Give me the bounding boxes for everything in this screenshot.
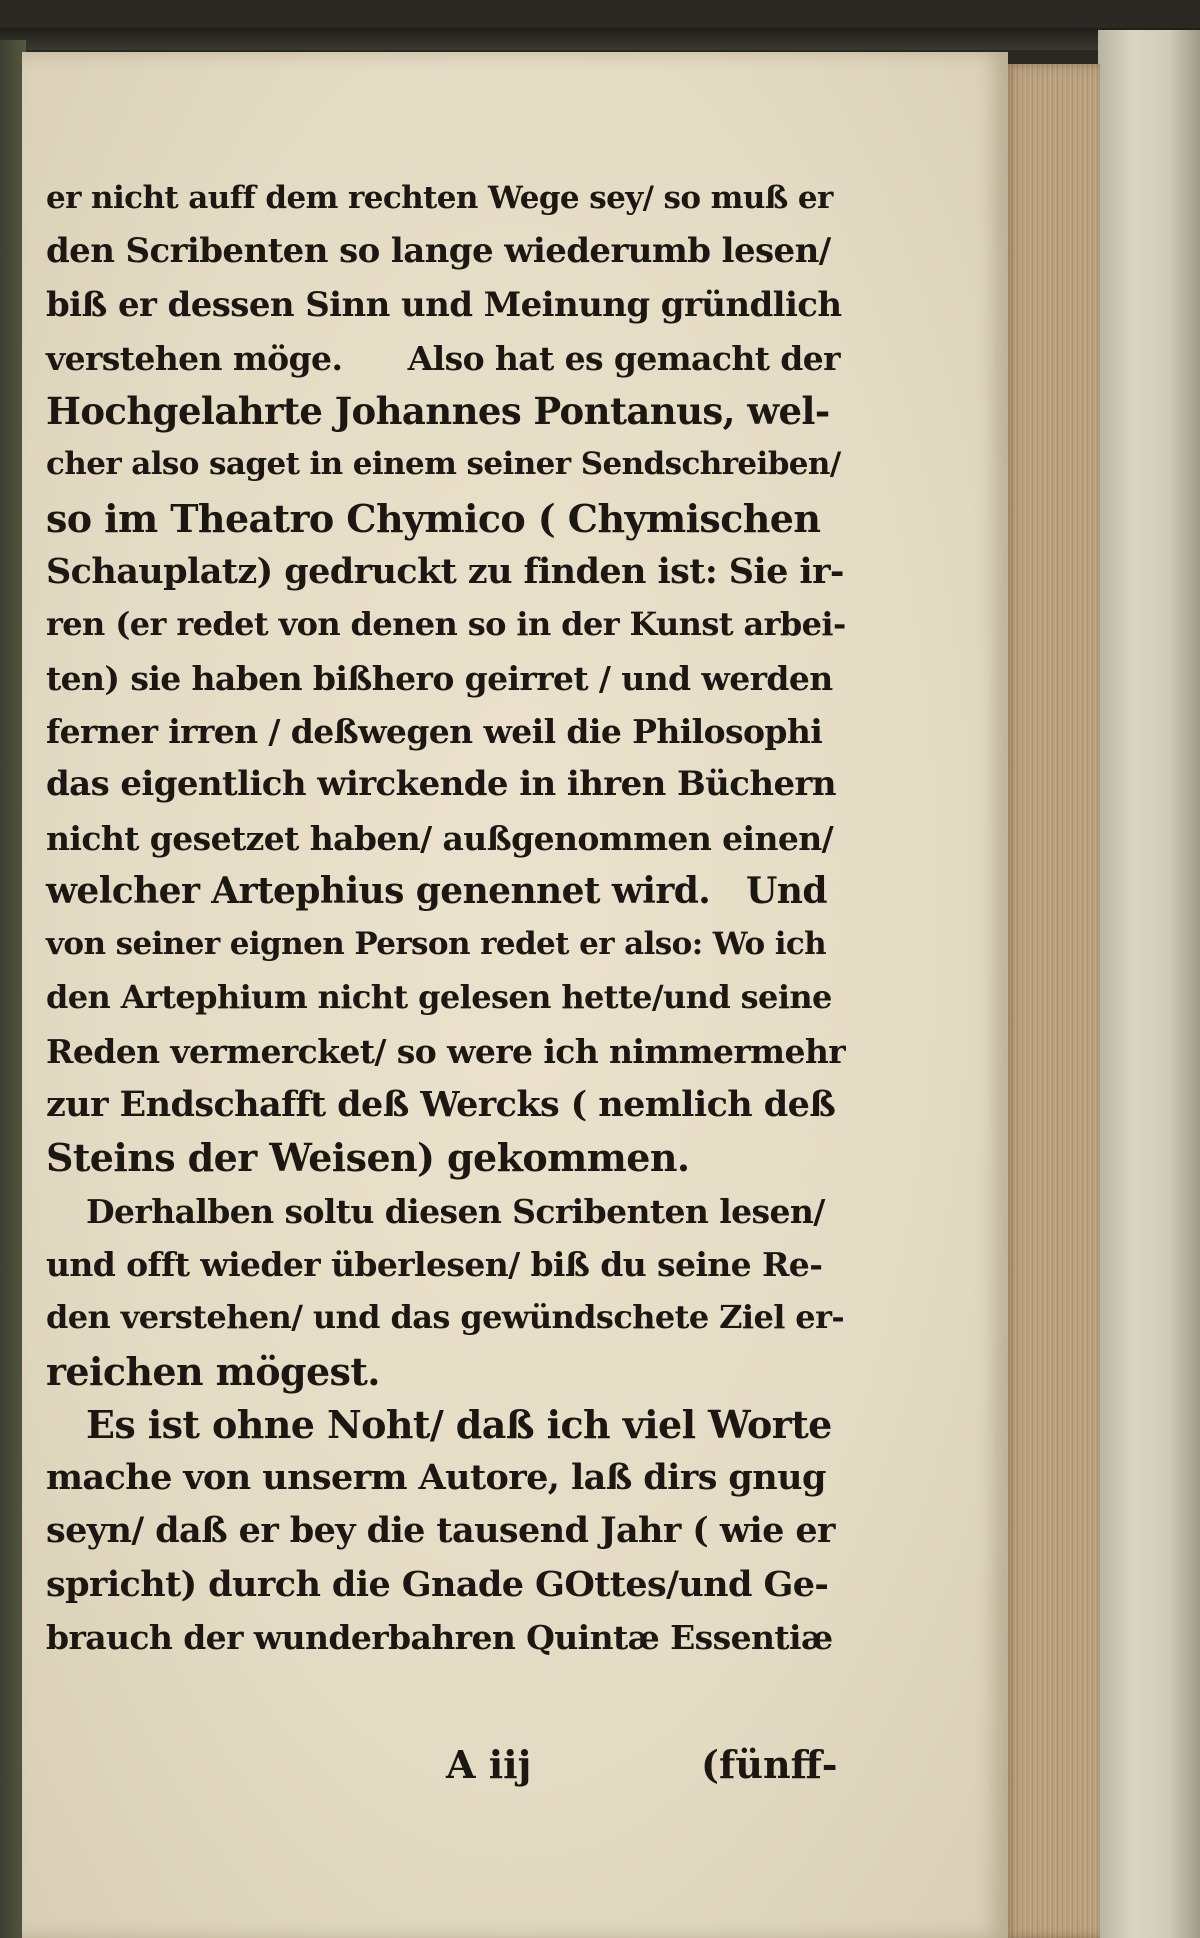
text-line: cher also saget in einem seiner Sendschreiben/ (46, 446, 841, 483)
text-line: den verstehen/ und das gewündschete Ziel er- (46, 1298, 845, 1337)
page-text (46, 172, 846, 1664)
text-line: ferner irren / deßwegen weil die Philosophi (46, 711, 823, 751)
text-line: Hochgelahrte Johannes Pontanus, wel- (46, 389, 830, 434)
text-line: zur Endschafft deß Wercks ( nemlich deß (46, 1084, 836, 1126)
text-line: das eigentlich wirckende in ihren Büchern (46, 764, 836, 805)
text-line: mache von unserm Autore, laß dirs gnug (46, 1457, 826, 1499)
text-line: Steins der Weisen) gekommen. (46, 1135, 690, 1181)
text-line: ten) sie haben bißhero geirret / und werden (46, 658, 833, 698)
text-line: ren (er redet von denen so in der Kunst arbei- (46, 605, 846, 644)
text-line: und offt wieder überlesen/ biß du seine Re- (46, 1244, 823, 1284)
paragraph-start-line: Derhalben soltu diesen Scribenten lesen/ (86, 1191, 825, 1231)
page-footer (46, 1742, 846, 1792)
text-line: welcher Artephius genennet wird. Und (46, 869, 827, 912)
text-line: nicht gesetzet haben/ außgenommen einen/ (46, 818, 834, 858)
text-line: seyn/ daß er bey die tausend Jahr ( wie er (46, 1510, 835, 1552)
text-line: biß er dessen Sinn und Meinung gründlich (46, 284, 842, 325)
text-line: so im Theatro Chymico ( Chymischen (46, 495, 821, 541)
text-line: den Artephium nicht gelesen hette/und seine (46, 978, 832, 1017)
book-cover-top (0, 28, 1200, 50)
text-line: spricht) durch die Gnade GOttes/und Ge- (46, 1563, 829, 1605)
catchword: (fünff- (701, 1742, 838, 1787)
text-line: von seiner eignen Person redet er also: Wo ich (46, 926, 827, 963)
book-page (22, 52, 1008, 1938)
paragraph-start-line: Es ist ohne Noht/ daß ich viel Worte (86, 1401, 832, 1447)
text-line: reichen mögest. (46, 1348, 380, 1394)
text-line: den Scribenten so lange wiederumb lesen/ (46, 231, 831, 272)
text-line: Schauplatz) gedruckt zu finden ist: Sie ir- (46, 551, 844, 593)
text-line: Reden vermercket/ so were ich nimmermehr (46, 1031, 846, 1071)
page-edges (1004, 64, 1100, 1938)
signature-mark: A iij (446, 1742, 532, 1787)
text-line: verstehen möge. Also hat es gemacht der (46, 338, 840, 378)
text-line: er nicht auff dem rechten Wege sey/ so muß er (46, 180, 833, 216)
text-line: brauch der wunderbahren Quintæ Essentiæ (46, 1618, 833, 1658)
book-back-board (1098, 30, 1200, 1938)
